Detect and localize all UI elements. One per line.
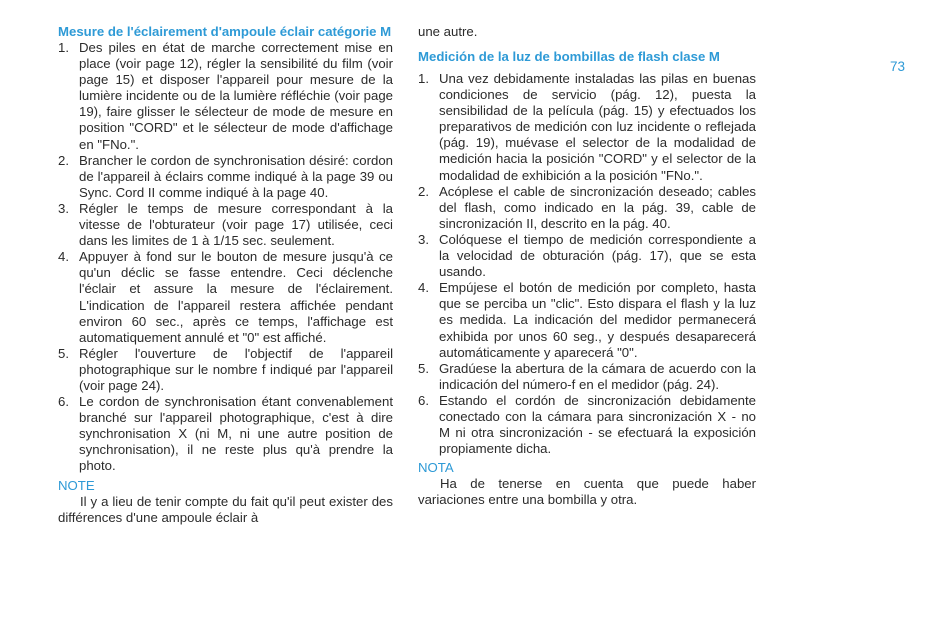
step-number: 3. (58, 200, 69, 216)
step-number: 6. (58, 394, 69, 410)
step-number: 2. (58, 152, 69, 168)
spanish-section-heading: Medición de la luz de bombillas de flash clase M (418, 49, 720, 64)
french-note-continuation: une autre. (418, 24, 478, 39)
spanish-step-1 (418, 71, 756, 184)
step-text: Le cordon de synchronisation étant convenablement branché sur l'appareil photographique, c'est à dire synchronisation X (ni M, ni une autre position de synchronisation), il ne reste plus qu'à prendre la photo. (79, 394, 393, 474)
step-text: Gradúese la abertura de la cámara de acuerdo con la indicación del número-f en el medidor (pág. 24). (439, 360, 756, 392)
spanish-column (418, 24, 756, 508)
step-number: 5. (418, 360, 429, 376)
french-step-6 (58, 394, 393, 474)
spanish-step-5 (418, 361, 756, 393)
step-text: Brancher le cordon de synchronisation désiré: cordon de l'appareil à éclairs comme indiqué à la page 39 ou Sync. Cord II comme indiqué à la page 40. (79, 152, 393, 200)
step-number: 5. (58, 345, 69, 361)
step-text: Régler le temps de mesure correspondant à la vitesse de l'obturateur (voir page 17) utilisée, ceci dans les limites de 1 à 1/15 sec. seulement. (79, 200, 393, 249)
french-steps-list (58, 40, 393, 475)
step-text: Colóquese el tiempo de medición correspondiente a la velocidad de obturación (pág. 17), que se esta usando. (439, 231, 756, 280)
french-note-heading: NOTE (58, 477, 95, 493)
step-text: Empújese el botón de medición por completo, hasta que se perciba un "clic". Esto dispara el flash y la luz es medida. La indicación del medidor permanecerá exhibida por unos 60 seg., y después desaparecerá automáticamente y aparecerá "0". (439, 280, 756, 360)
french-section-heading: Mesure de l'éclairement d'ampoule éclair catégorie M (58, 24, 392, 39)
step-text: Una vez debidamente instaladas las pilas en buenas condiciones de servicio (pág. 12), puesta la sensibilidad de la película (pág. 15) y efectuados los preparativos de medición con luz incidente o reflejada (pág. 19), muévase el selector de la modalidad de medición hacia la posición "CORD" y el selector de la modalidad de exhibición a la posición "FNo.". (439, 71, 756, 183)
step-number: 2. (418, 183, 429, 199)
step-text: Acóplese el cable de sincronización deseado; cables del flash, como indicado en la pág. 39, cable de sincronización II, descrito en la pág. 40. (439, 183, 756, 231)
step-number: 1. (58, 40, 69, 55)
french-step-3 (58, 201, 393, 249)
french-step-2 (58, 153, 393, 201)
step-text: Appuyer à fond sur le bouton de mesure jusqu'à ce qu'un déclic se fasse entendre. Ceci déclenche l'éclair et assure la mesure de l'éclairement. L'indication de l'appareil restera affichée pendant environ 60 sec., après ce temps, l'affichage est automatiquement annulé et "0" est affiché. (79, 249, 393, 345)
french-step-1 (58, 40, 393, 153)
step-number: 4. (58, 249, 69, 265)
french-step-4 (58, 249, 393, 346)
step-number: 1. (418, 71, 429, 86)
spanish-step-6 (418, 393, 756, 457)
page-number: 73 (890, 59, 906, 74)
french-step-5 (58, 346, 393, 394)
step-number: 4. (418, 280, 429, 296)
spanish-step-3 (418, 232, 756, 280)
spanish-step-4 (418, 280, 756, 360)
step-text: Des piles en état de marche correctement mise en place (voir page 12), régler la sensibilité du film (voir page 15) et disposer l'appareil pour mesure de la lumière incidente ou de la lumière réfléchie (voir page 19), faire glisser le sélecteur de mode de mesure en position "CORD" et le sélecteur de mode d'affichage en "FNo.". (79, 40, 393, 152)
step-number: 6. (418, 392, 429, 408)
step-number: 3. (418, 231, 429, 247)
spanish-steps-list (418, 71, 756, 457)
step-text: Estando el cordón de sincronización debidamente conectado con la cámara para sincronización X - no M ni otra sincronización - se efectuará la exposición propiamente dicha. (439, 392, 756, 457)
spanish-note-text: Ha de tenerse en cuenta que puede haber variaciones entre una bombilla y otra. (418, 476, 756, 508)
french-note-text: Il y a lieu de tenir compte du fait qu'il peut exister des différences d'une ampoule éclair à (58, 493, 393, 525)
step-text: Régler l'ouverture de l'objectif de l'appareil photographique sur le nombre f indiqué par l'appareil (voir page 24). (79, 345, 393, 393)
french-column (58, 24, 393, 526)
spanish-step-2 (418, 184, 756, 232)
spanish-note-heading: NOTA (418, 460, 454, 476)
